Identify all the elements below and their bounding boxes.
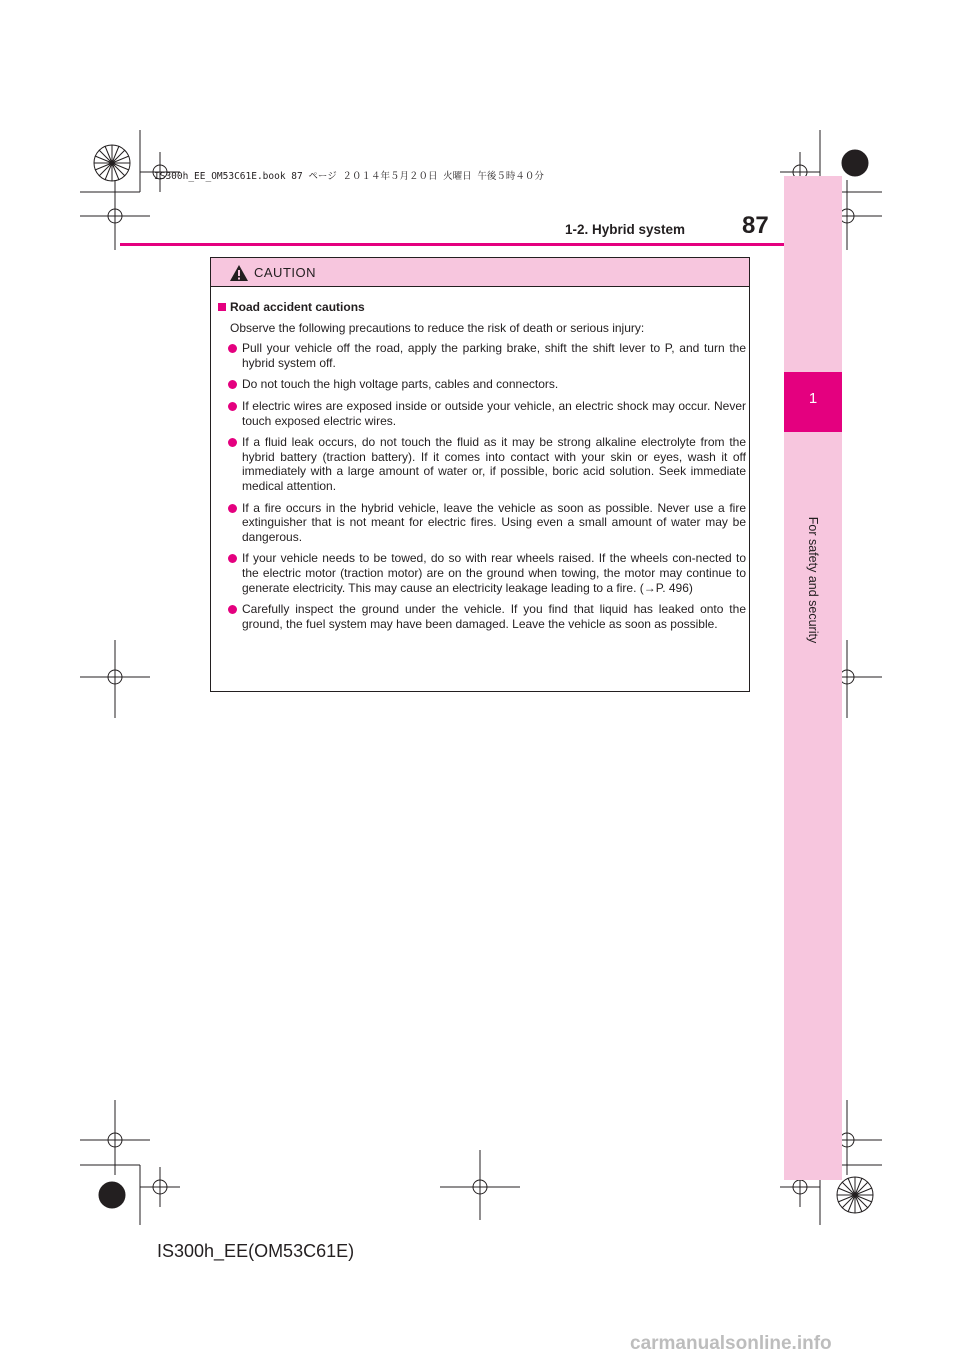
footer-model-code: IS300h_EE(OM53C61E) bbox=[157, 1241, 355, 1261]
list-item-text: If your vehicle needs to be towed, do so with rear wheels raised. If the wheels con-nected to the electric motor (traction motor) are on the ground when towing, the motor may continue to generate electricity. This may cause an electricity leakage leading to a fire. (→P. 496) bbox=[242, 551, 746, 595]
starburst-mark bbox=[94, 145, 130, 181]
list-item bbox=[228, 341, 746, 370]
chapter-number: 1 bbox=[808, 390, 818, 407]
bullet-dot-icon bbox=[228, 554, 237, 563]
caution-title: CAUTION bbox=[254, 265, 316, 280]
bullet-dot-icon bbox=[228, 380, 237, 389]
caution-heading bbox=[218, 300, 746, 315]
list-item-text: Do not touch the high voltage parts, cables and connectors. bbox=[242, 377, 559, 392]
list-item-text: If a fire occurs in the hybrid vehicle, leave the vehicle as soon as possible. Never use a fire extinguisher that is not meant for electric fires. Using even a small amount of water may be dangerous. bbox=[242, 500, 746, 544]
list-item bbox=[228, 602, 746, 631]
dark-disc-mark bbox=[842, 150, 868, 176]
side-tab bbox=[784, 176, 842, 1180]
chapter-title: For safety and security bbox=[806, 516, 820, 644]
list-item-text: Pull your vehicle off the road, apply the parking brake, shift the shift lever to P, and turn the hybrid system off. bbox=[242, 341, 746, 370]
watermark: carmanualsonline.info bbox=[630, 1333, 832, 1354]
list-item bbox=[228, 501, 746, 545]
list-item bbox=[228, 399, 746, 428]
caution-intro: Observe the following precautions to reduce the risk of death or serious injury: bbox=[230, 320, 645, 335]
square-bullet-icon bbox=[218, 303, 226, 311]
page-number: 87 bbox=[742, 212, 769, 239]
starburst-mark bbox=[837, 1177, 873, 1213]
bullet-dot-icon bbox=[228, 402, 237, 411]
list-item bbox=[228, 377, 746, 392]
list-item bbox=[228, 551, 746, 595]
header-rule bbox=[120, 243, 784, 246]
bullet-dot-icon bbox=[228, 344, 237, 353]
list-item-text: Carefully inspect the ground under the vehicle. If you find that liquid has leaked onto the ground, the fuel system may have been damaged. Leave the vehicle as soon as possible. bbox=[242, 602, 746, 631]
bullet-dot-icon bbox=[228, 605, 237, 614]
file-stamp: IS300h_EE_OM53C61E.book 87 ページ ２０１４年５月２０日 火曜日 午後５時４０分 bbox=[154, 171, 544, 182]
dark-disc-mark bbox=[99, 1182, 125, 1208]
caution-body bbox=[218, 300, 746, 638]
bullet-dot-icon bbox=[228, 504, 237, 513]
list-item-text: If a fluid leak occurs, do not touch the fluid as it may be strong alkaline electrolyte from the hybrid battery (traction battery). If it comes into contact with your skin or eyes, wash it off immediately with a large amount of water or, if possible, boric acid solution. Seek immediate medical attention. bbox=[242, 435, 746, 493]
list-item-text: If electric wires are exposed inside or outside your vehicle, an electric shock may occur. Never touch exposed electric wires. bbox=[242, 398, 746, 428]
list-item bbox=[228, 435, 746, 493]
bullet-dot-icon bbox=[228, 438, 237, 447]
caution-heading-text: Road accident cautions bbox=[230, 300, 365, 314]
warning-triangle-icon bbox=[229, 264, 249, 282]
section-title: 1-2. Hybrid system bbox=[565, 222, 686, 237]
